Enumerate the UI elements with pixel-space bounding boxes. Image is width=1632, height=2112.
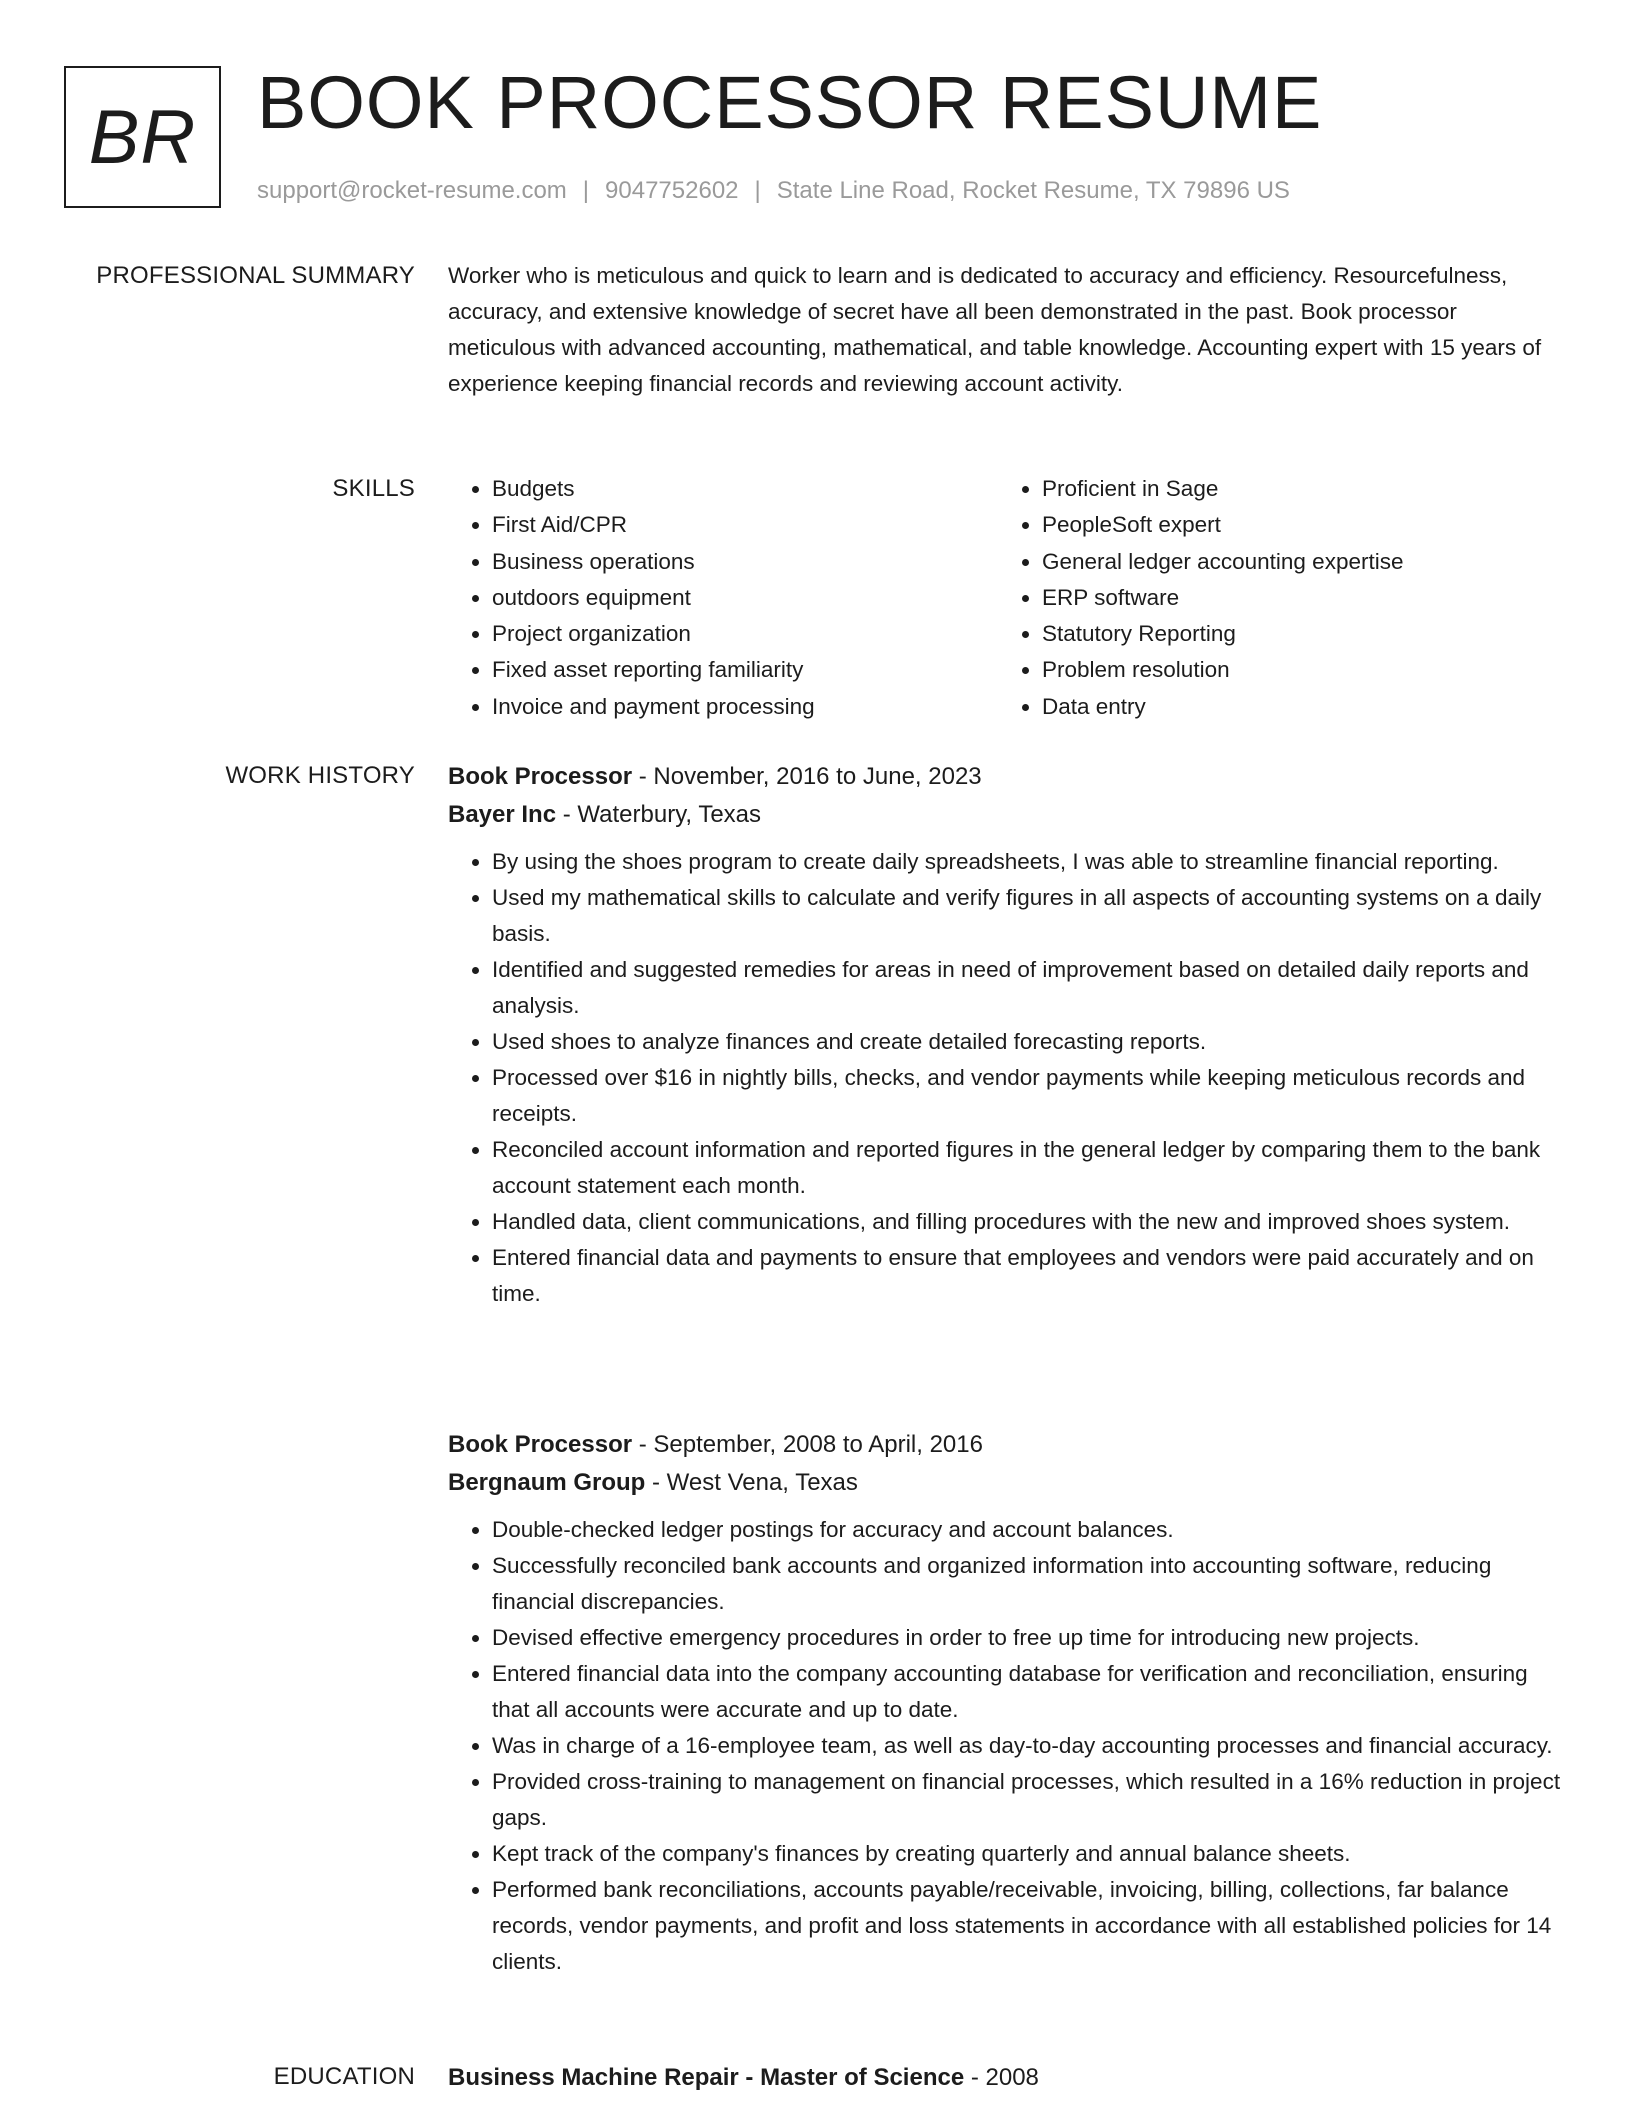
job-entry	[448, 758, 1568, 1312]
job-bullet: • Kept track of the company's finances by creating quarterly and annual balance sheets.	[492, 1836, 1568, 1872]
job-bullet: • Double-checked ledger postings for accuracy and account balances.	[492, 1512, 1568, 1548]
job-bullet: • Entered financial data and payments to ensure that employees and vendors were paid accurately and on time.	[492, 1240, 1568, 1312]
contact-email[interactable]: support@rocket-resume.com	[257, 177, 567, 204]
education-year: - 2008	[964, 2064, 1039, 2091]
education-degree: Business Machine Repair - Master of Science	[448, 2064, 965, 2091]
job-bullet: • Handled data, client communications, and filling procedures with the new and improved shoes system.	[492, 1204, 1568, 1240]
skill-item: • Statutory Reporting	[1042, 616, 1403, 652]
job-company-line	[448, 1464, 1568, 1502]
job-title: Book Processor	[448, 763, 633, 790]
job-title: Book Processor	[448, 1431, 633, 1458]
skill-item: • PeopleSoft expert	[1042, 507, 1403, 543]
education-degree-line	[448, 2059, 1568, 2097]
skill-item: • ERP software	[1042, 580, 1403, 616]
skill-item: • Proficient in Sage	[1042, 471, 1403, 507]
skill-item: • Project organization	[492, 616, 998, 652]
job-bullet: • Performed bank reconciliations, accounts payable/receivable, invoicing, billing, collections, far balance records, vendor payments, and profit and loss statements in accordance with all established policies for 14 clients.	[492, 1872, 1568, 1980]
job-company-line	[448, 796, 1568, 834]
skill-item: • First Aid/CPR	[492, 507, 998, 543]
skills-list-left	[448, 471, 998, 725]
contact-separator: |	[754, 177, 761, 204]
contact-separator: |	[582, 177, 590, 204]
skill-item: • Business operations	[492, 544, 998, 580]
job-entry	[448, 1426, 1568, 1980]
skill-item: • General ledger accounting expertise	[1042, 544, 1403, 580]
job-bullet-list	[448, 844, 1568, 1312]
job-bullet: • Entered financial data into the company accounting database for verification and reconciliation, ensuring that all accounts were accurate and up to date.	[492, 1656, 1568, 1728]
job-dates: - November, 2016 to June, 2023	[632, 763, 982, 790]
job-bullet: • Successfully reconciled bank accounts and organized information into accounting software, reducing financial discrepancies.	[492, 1548, 1568, 1620]
summary-text: Worker who is meticulous and quick to learn and is dedicated to accuracy and efficiency. Resourcefulness, accuracy, and extensive knowledge of secret have all been demonstrated in the past. Book processor meticulous with advanced accounting, mathematical, and table knowledge. Accounting expert with 15 years of experience keeping financial records and reviewing account activity.	[448, 263, 1542, 396]
job-location: - West Vena, Texas	[645, 1469, 858, 1496]
job-title-line	[448, 1426, 1568, 1464]
skill-item: • Problem resolution	[1042, 652, 1403, 688]
contact-line	[257, 174, 1290, 208]
job-bullet: • Provided cross-training to management on financial processes, which resulted in a 16% reduction in project gaps.	[492, 1764, 1568, 1836]
skills-body	[448, 471, 1568, 725]
monogram-logo: BR	[64, 66, 221, 208]
job-bullet: • Used my mathematical skills to calculate and verify figures in all aspects of accounting systems on a daily basis.	[492, 880, 1568, 952]
job-location: - Waterbury, Texas	[556, 801, 762, 828]
section-label-summary: PROFESSIONAL SUMMARY	[96, 262, 415, 289]
job-bullet: • Used shoes to analyze finances and create detailed forecasting reports.	[492, 1024, 1568, 1060]
skill-item: • Invoice and payment processing	[492, 689, 998, 725]
job-bullet: • Processed over $16 in nightly bills, checks, and vendor payments while keeping meticulous records and receipts.	[492, 1060, 1568, 1132]
section-label-education: EDUCATION	[273, 2063, 415, 2090]
job-bullet-list	[448, 1512, 1568, 1980]
work-body	[448, 758, 1568, 1312]
skill-item: • Fixed asset reporting familiarity	[492, 652, 998, 688]
job-bullet: • Was in charge of a 16-employee team, as well as day-to-day accounting processes and financial accuracy.	[492, 1728, 1568, 1764]
job-dates: - September, 2008 to April, 2016	[632, 1431, 983, 1458]
contact-address: State Line Road, Rocket Resume, TX 79896 US	[776, 177, 1290, 204]
skills-list-right	[998, 471, 1403, 725]
job-title-line	[448, 758, 1568, 796]
job-bullet: • Devised effective emergency procedures in order to free up time for introducing new projects.	[492, 1620, 1568, 1656]
job-bullet: • Identified and suggested remedies for areas in need of improvement based on detailed daily reports and analysis.	[492, 952, 1568, 1024]
education-body	[448, 2059, 1568, 2097]
section-label-work: WORK HISTORY	[225, 762, 415, 789]
job-bullet: • By using the shoes program to create daily spreadsheets, I was able to streamline financial reporting.	[492, 844, 1568, 880]
skill-item: • Data entry	[1042, 689, 1403, 725]
skill-item: • outdoors equipment	[492, 580, 998, 616]
job-bullet: • Reconciled account information and reported figures in the general ledger by comparing them to the bank account statement each month.	[492, 1132, 1568, 1204]
resume-title: BOOK PROCESSOR RESUME	[257, 61, 1323, 144]
job-company: Bayer Inc	[448, 801, 557, 828]
skill-item: • Budgets	[492, 471, 998, 507]
summary-body	[448, 258, 1548, 402]
section-label-skills: SKILLS	[332, 475, 415, 502]
work-body-job2	[448, 1426, 1568, 1980]
contact-phone[interactable]: 9047752602	[605, 177, 739, 204]
job-company: Bergnaum Group	[448, 1469, 646, 1496]
